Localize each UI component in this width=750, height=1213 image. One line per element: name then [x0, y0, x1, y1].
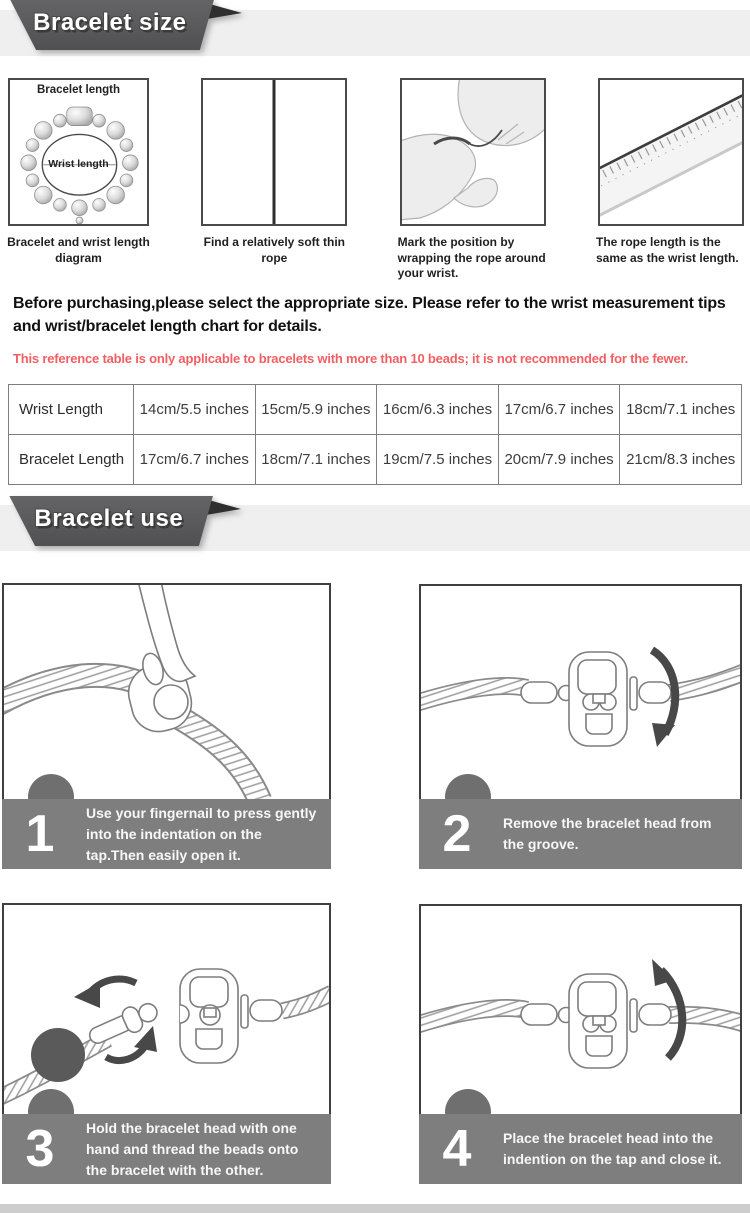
intro-text: Before purchasing,please select the appropriate size. Please refer to the wrist measurement tips and wrist/bracelet length chart for details.: [13, 295, 726, 336]
panel-bracelet-diagram: [8, 78, 149, 282]
table-cell: 18cm/7.1 inches: [620, 385, 742, 435]
wrist-length-label: Wrist length: [48, 158, 109, 170]
use-section-title: Bracelet use: [34, 505, 184, 532]
bracelet-length-header: Bracelet Length: [9, 435, 134, 485]
measurement-panels-row: [0, 78, 750, 282]
bracelet-length-label: Bracelet length: [36, 84, 121, 96]
step4-illustration: [421, 906, 740, 1114]
step2-panel: [419, 584, 742, 869]
table-cell: 20cm/7.9 inches: [498, 435, 620, 485]
table-row-wrist: [9, 385, 742, 435]
table-cell: 15cm/5.9 inches: [255, 385, 377, 435]
table-row-bracelet: [9, 435, 742, 485]
step4-panel: [419, 904, 742, 1184]
size-ribbon: [8, 0, 242, 50]
step2-image: [421, 586, 740, 799]
panel-wrap-wrist: [397, 78, 546, 282]
table-cell: 17cm/6.7 inches: [134, 435, 256, 485]
panel2-caption: Find a relatively soft thin rope: [203, 235, 345, 265]
warning-text: This reference table is only applicable to bracelets with more than 10 beads; it is not recommended for the fewer.: [13, 351, 689, 366]
panel3-caption: Mark the position by wrapping the rope around your wrist.: [397, 235, 546, 281]
bracelet-illustration: [10, 80, 147, 224]
panel-rope: [201, 78, 347, 282]
step2-illustration: [421, 586, 740, 799]
size-table: [8, 384, 742, 485]
panel-ruler: [595, 78, 744, 282]
panel1-caption: Bracelet and wrist length diagram: [7, 235, 150, 265]
table-cell: 14cm/5.5 inches: [134, 385, 256, 435]
step1-image: [4, 585, 329, 799]
step4-text: Place the bracelet head into the indention on the tap and close it.: [503, 1130, 722, 1167]
table-cell: 16cm/6.3 inches: [377, 385, 499, 435]
step2-text: Remove the bracelet head from the groove.: [503, 815, 712, 852]
rope-frame: [201, 78, 347, 226]
bottom-divider: [0, 1204, 750, 1213]
step4-image: [421, 906, 740, 1114]
hands-illustration: [402, 80, 544, 224]
bracelet-diagram-frame: [8, 78, 149, 226]
size-section-title: Bracelet size: [33, 9, 187, 36]
step3-image: [4, 905, 329, 1114]
step2-number: 2: [442, 805, 472, 863]
ruler-frame: [598, 78, 744, 226]
wrist-length-header: Wrist Length: [9, 385, 134, 435]
rope-illustration: [203, 80, 345, 224]
table-cell: 21cm/8.3 inches: [620, 435, 742, 485]
step1-number: 1: [25, 805, 55, 863]
step1-panel: [2, 583, 331, 869]
step3-number: 3: [25, 1120, 55, 1178]
step3-panel: [2, 903, 331, 1184]
step4-number: 4: [442, 1120, 472, 1178]
wrap-wrist-frame: [400, 78, 546, 226]
panel4-caption: The rope length is the same as the wrist length.: [595, 235, 739, 265]
step3-text: Hold the bracelet head with one hand and thread the beads onto the bracelet with the other.: [86, 1119, 299, 1178]
dark-bead: [31, 1028, 85, 1082]
ruler-illustration: [600, 80, 742, 224]
table-cell: 18cm/7.1 inches: [255, 435, 377, 485]
table-cell: 19cm/7.5 inches: [377, 435, 499, 485]
step3-illustration: [4, 905, 329, 1114]
table-cell: 17cm/6.7 inches: [498, 385, 620, 435]
use-ribbon: [7, 496, 241, 546]
step1-text: Use your fingernail to press gently into the indentation on the tap.Then easily open it.: [86, 804, 317, 863]
step1-illustration: [4, 585, 329, 799]
